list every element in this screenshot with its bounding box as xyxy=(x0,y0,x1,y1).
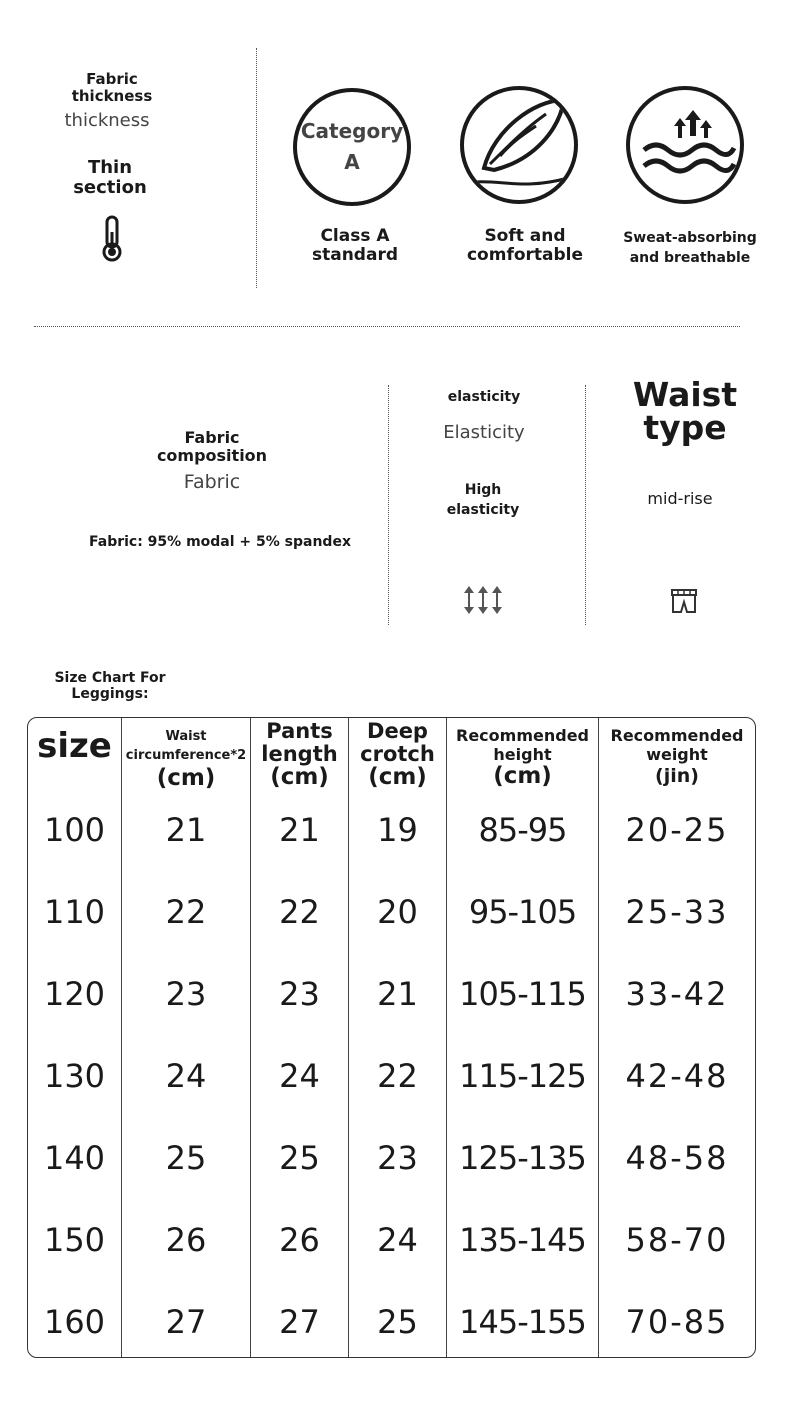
header-deep-crotch-unit: (cm) xyxy=(368,764,427,791)
table-cell: 23 xyxy=(377,1139,418,1177)
table-cell: 25 xyxy=(165,1139,207,1177)
table-cell: 48-58 xyxy=(625,1139,729,1177)
header-deep-crotch-name: Deep crotch xyxy=(360,719,435,767)
table-cell: 22 xyxy=(279,893,320,931)
size-cell: 140 xyxy=(43,1139,106,1177)
table-cell: 24 xyxy=(165,1057,207,1095)
elasticity-subtitle: Elasticity xyxy=(443,422,525,443)
size-chart-table xyxy=(27,717,756,1358)
badge-label-soft: Soft and comfortable xyxy=(466,226,584,265)
header-height-name: Recommended height xyxy=(456,726,589,765)
elasticity-title: elasticity xyxy=(447,389,521,405)
top-divider-vertical xyxy=(256,48,257,288)
table-cell: 95-105 xyxy=(468,893,577,931)
table-cell: 22 xyxy=(165,893,207,931)
table-cell: 105-115 xyxy=(459,975,586,1013)
table-cell: 27 xyxy=(165,1303,207,1341)
stretch-arrows-icon xyxy=(462,586,504,614)
header-size: size xyxy=(37,726,112,766)
category-a-icon: Category A xyxy=(300,119,404,174)
soft-badge xyxy=(460,86,578,204)
table-cell: 22 xyxy=(377,1057,418,1095)
table-cell: 70-85 xyxy=(625,1303,729,1341)
size-cell: 160 xyxy=(43,1303,106,1341)
feather-icon xyxy=(464,90,574,200)
table-cell: 20-25 xyxy=(625,811,729,849)
table-cell: 26 xyxy=(279,1221,320,1259)
table-cell: 115-125 xyxy=(459,1057,586,1095)
thickness-title: Fabric thickness xyxy=(71,70,153,105)
header-waist-unit: (cm) xyxy=(156,764,216,791)
size-cell: 150 xyxy=(43,1221,106,1259)
size-cell: 120 xyxy=(43,975,106,1013)
table-cell: 21 xyxy=(165,811,207,849)
category-a-badge xyxy=(293,88,411,206)
fabric-detail: Fabric: 95% modal + 5% spandex xyxy=(89,534,351,550)
table-cell: 58-70 xyxy=(625,1221,729,1259)
table-cell: 23 xyxy=(279,975,320,1013)
header-weight xyxy=(599,726,755,790)
table-cell: 20 xyxy=(377,893,418,931)
size-cell: 100 xyxy=(43,811,106,849)
header-weight-unit: (jin) xyxy=(655,765,699,788)
section-divider-horizontal xyxy=(34,326,740,327)
header-height xyxy=(447,726,598,790)
table-cell: 85-95 xyxy=(478,811,567,849)
pants-waist-icon xyxy=(670,588,698,614)
table-cell: 42-48 xyxy=(625,1057,729,1095)
table-cell: 33-42 xyxy=(625,975,729,1013)
table-cell: 21 xyxy=(279,811,320,849)
table-cell: 135-145 xyxy=(459,1221,586,1259)
table-cell: 27 xyxy=(279,1303,320,1341)
waist-value: mid-rise xyxy=(647,489,713,508)
table-cell: 24 xyxy=(279,1057,320,1095)
table-cell: 25 xyxy=(377,1303,418,1341)
size-chart-caption: Size Chart For Leggings: xyxy=(54,670,166,703)
breathable-badge xyxy=(626,86,744,204)
middle-divider-1 xyxy=(388,385,389,625)
table-cell: 25-33 xyxy=(625,893,729,931)
table-cell: 125-135 xyxy=(459,1139,586,1177)
breathable-waves-icon xyxy=(630,90,740,200)
size-cell: 110 xyxy=(43,893,106,931)
header-height-unit: (cm) xyxy=(493,763,552,790)
fabric-subtitle: Fabric xyxy=(183,471,241,493)
fabric-title: Fabric composition xyxy=(156,428,268,465)
header-waist xyxy=(122,728,250,791)
waist-title: Waist type xyxy=(632,375,738,447)
header-pants-length-unit: (cm) xyxy=(270,764,329,791)
header-waist-name: Waist circumference*2 xyxy=(125,729,247,763)
header-pants-length xyxy=(251,720,348,789)
size-cell: 130 xyxy=(43,1057,106,1095)
thermometer-icon xyxy=(98,214,126,262)
header-deep-crotch xyxy=(349,720,446,789)
table-cell: 26 xyxy=(165,1221,207,1259)
badge-label-breathable: Sweat-absorbing and breathable xyxy=(623,230,757,266)
header-pants-length-name: Pants length xyxy=(261,719,338,767)
elasticity-value: High elasticity xyxy=(446,482,520,519)
thickness-value: Thin section xyxy=(73,157,147,198)
table-cell: 145-155 xyxy=(459,1303,586,1341)
table-cell: 19 xyxy=(377,811,418,849)
table-cell: 21 xyxy=(377,975,418,1013)
header-weight-name: Recommended weight xyxy=(610,726,744,765)
table-cell: 25 xyxy=(279,1139,320,1177)
table-cell: 24 xyxy=(377,1221,418,1259)
middle-divider-2 xyxy=(585,385,586,625)
table-cell: 23 xyxy=(165,975,207,1013)
thickness-subtitle: thickness xyxy=(64,110,150,131)
badge-label-class-a: Class A standard xyxy=(311,226,398,265)
